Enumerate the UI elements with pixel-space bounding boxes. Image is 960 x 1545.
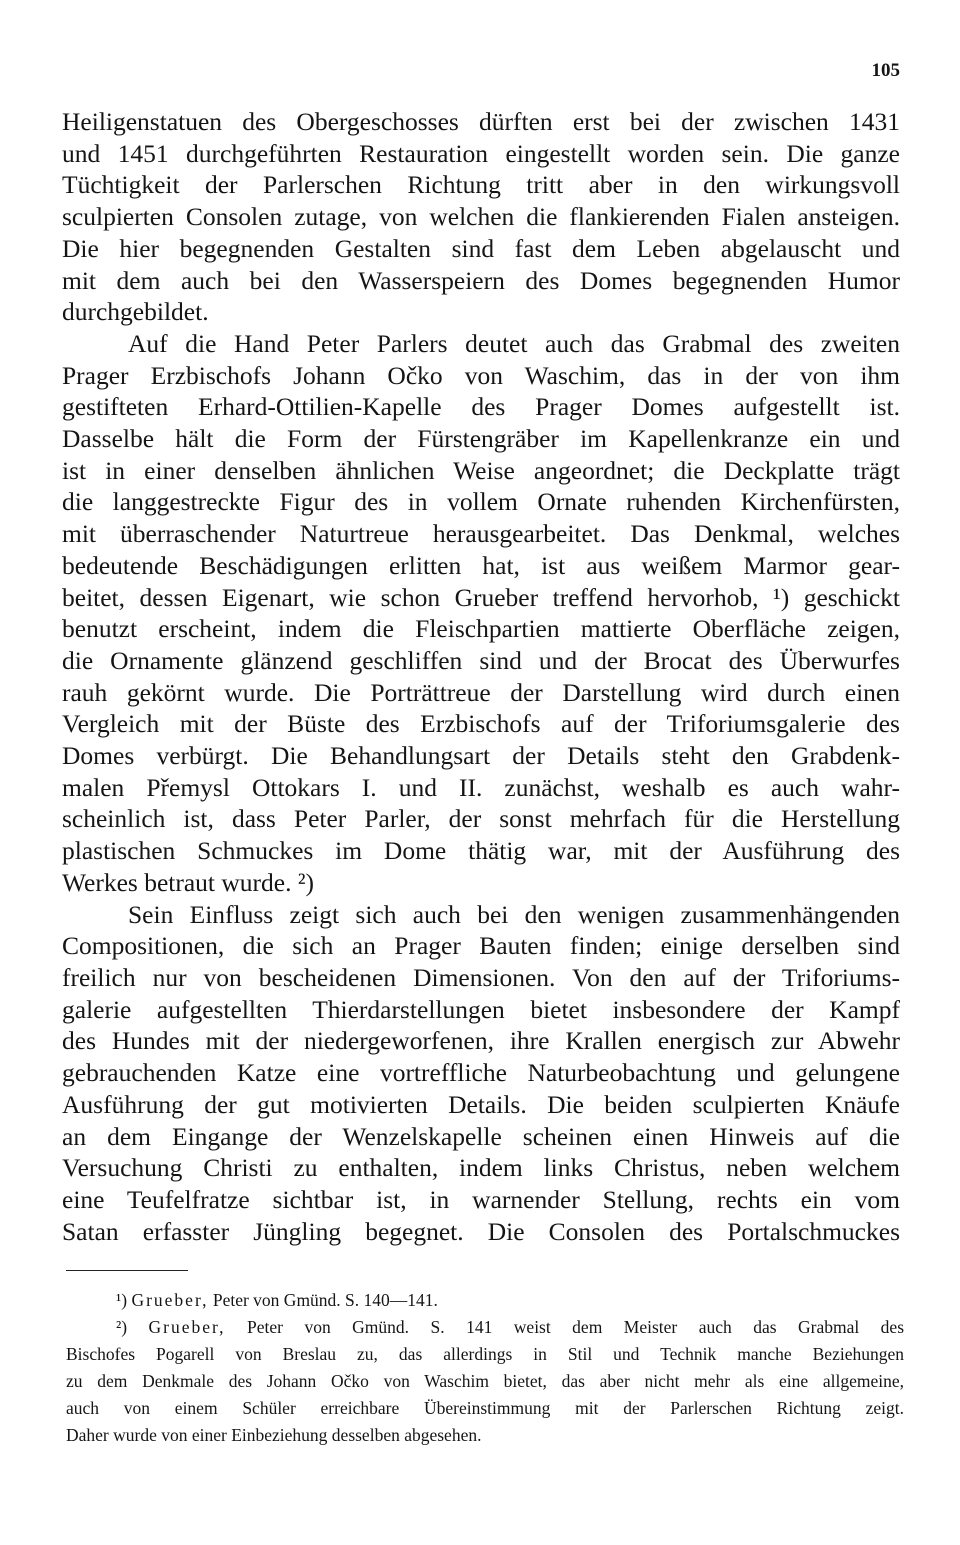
footnote-marker: ¹) — [116, 1290, 128, 1310]
text-line: Tüchtigkeit der Parlerschen Richtung tritt aber in den wirkungsvoll — [62, 170, 900, 200]
text-line: Vergleich mit der Büste des Erzbischofs auf der Triforiumsgalerie des — [62, 709, 900, 739]
text-line: Dasselbe hält die Form der Fürstengräber im Kapellenkranze ein und — [62, 424, 900, 454]
text-line: beitet, dessen Eigenart, wie schon Grueber treffend hervorhob, ¹) geschickt — [62, 582, 900, 612]
footnote-line: Daher wurde von einer Einbeziehung desselben abgesehen. — [66, 1425, 482, 1445]
text-line: sculpierten Consolen zutage, von welchen die flankierenden Fialen ansteigen. — [62, 202, 900, 232]
footnote-text: Peter von Gmünd. S. 141 weist dem Meister auch das Grabmal des — [247, 1317, 905, 1337]
text-line: durchgebildet. — [62, 297, 209, 327]
text-line: Satan erfasster Jüngling begegnet. Die Consolen des Portalschmuckes — [62, 1216, 900, 1246]
footnote-line: auch von einem Schüler erreichbare Übereinstimmung mit der Parlerschen Richtung zeigt. — [66, 1398, 904, 1418]
footnotes — [66, 1287, 904, 1449]
text-line: an dem Eingange der Wenzelskapelle scheinen einen Hinweis auf die — [62, 1121, 900, 1151]
footnote-line: Bischofes Pogarell von Breslau zu, das allerdings in Stil und Technik manche Beziehungen — [66, 1344, 904, 1364]
text-line: bedeutende Beschädigungen erlitten hat, ist aus weißem Marmor gear- — [62, 550, 900, 580]
text-line: gestifteten Erhard-Ottilien-Kapelle des Prager Domes aufgestellt ist. — [62, 392, 900, 422]
text-line: malen Přemysl Ottokars I. und II. zunächst, weshalb es auch wahr- — [62, 772, 900, 802]
footnote-divider — [66, 1270, 188, 1271]
page-number: 105 — [871, 60, 900, 81]
text-line: freilich nur von bescheidenen Dimensionen. Von den auf der Triforiums- — [62, 962, 900, 992]
footnote-2 — [66, 1314, 904, 1341]
footnote-line: zu dem Denkmale des Johann Očko von Waschim bietet, das aber nicht mehr als eine allgemeine, — [66, 1371, 904, 1391]
text-line: galerie aufgestellten Thierdarstellungen bietet insbesondere der Kampf — [62, 994, 900, 1024]
text-line: ist in einer denselben ähnlichen Weise angeordnet; die Deckplatte trägt — [62, 455, 900, 485]
text-line: die langgestreckte Figur des in vollem Ornate ruhenden Kirchenfürsten, — [62, 487, 900, 517]
text-line: des Hundes mit der niedergeworfenen, ihre Krallen energisch zur Abwehr — [62, 1026, 900, 1056]
text-line: Ausführung der gut motivierten Details. Die beiden sculpierten Knäufe — [62, 1089, 900, 1119]
text-line: Versuchung Christi zu enthalten, indem links Christus, neben welchem — [62, 1153, 900, 1183]
text-line: Compositionen, die sich an Prager Bauten finden; einige derselben sind — [62, 931, 900, 961]
text-line: Die hier begegnenden Gestalten sind fast dem Leben abgelauscht und — [62, 233, 900, 263]
footnote-1 — [66, 1287, 904, 1314]
footnote-author: Grueber, — [131, 1290, 209, 1310]
text-line: die Ornamente glänzend geschliffen sind und der Brocat des Überwurfes — [62, 645, 900, 675]
text-line: Auf die Hand Peter Parlers deutet auch das Grabmal des zweiten — [128, 328, 900, 358]
text-line: Heiligenstatuen des Obergeschosses dürften erst bei der zwischen 1431 — [62, 107, 900, 136]
footnote-marker: ²) — [116, 1317, 128, 1337]
footnote-text: Peter von Gmünd. S. 140—141. — [212, 1290, 438, 1310]
text-line: plastischen Schmuckes im Dome thätig war, mit der Ausführung des — [62, 836, 900, 866]
text-line: rauh gekörnt wurde. Die Porträttreue der Darstellung wird durch einen — [62, 677, 900, 707]
text-line: scheinlich ist, dass Peter Parler, der sonst mehrfach für die Herstellung — [62, 804, 900, 834]
text-line: mit dem auch bei den Wasserspeiern des Domes begegnenden Humor — [62, 265, 900, 295]
text-line: Sein Einfluss zeigt sich auch bei den wenigen zusammenhängenden — [128, 899, 900, 929]
text-line: Prager Erzbischofs Johann Očko von Waschim, das in der von ihm — [62, 360, 900, 390]
text-line: gebrauchenden Katze eine vortreffliche Naturbeobachtung und gelungene — [62, 1058, 900, 1088]
body-text — [62, 106, 900, 1247]
text-line: benutzt erscheint, indem die Fleischpartien mattierte Oberfläche zeigen, — [62, 614, 900, 644]
text-line: und 1451 durchgeführten Restauration eingestellt worden sein. Die ganze — [62, 138, 900, 168]
text-line: eine Teufelfratze sichtbar ist, in warnender Stellung, rechts ein vom — [62, 1184, 900, 1214]
text-line: Domes verbürgt. Die Behandlungsart der Details steht den Grabdenk- — [62, 741, 900, 771]
text-line: mit überraschender Naturtreue herausgearbeitet. Das Denkmal, welches — [62, 519, 900, 549]
footnote-author: Grueber, — [148, 1317, 226, 1337]
text-line: Werkes betraut wurde. ²) — [62, 867, 314, 897]
